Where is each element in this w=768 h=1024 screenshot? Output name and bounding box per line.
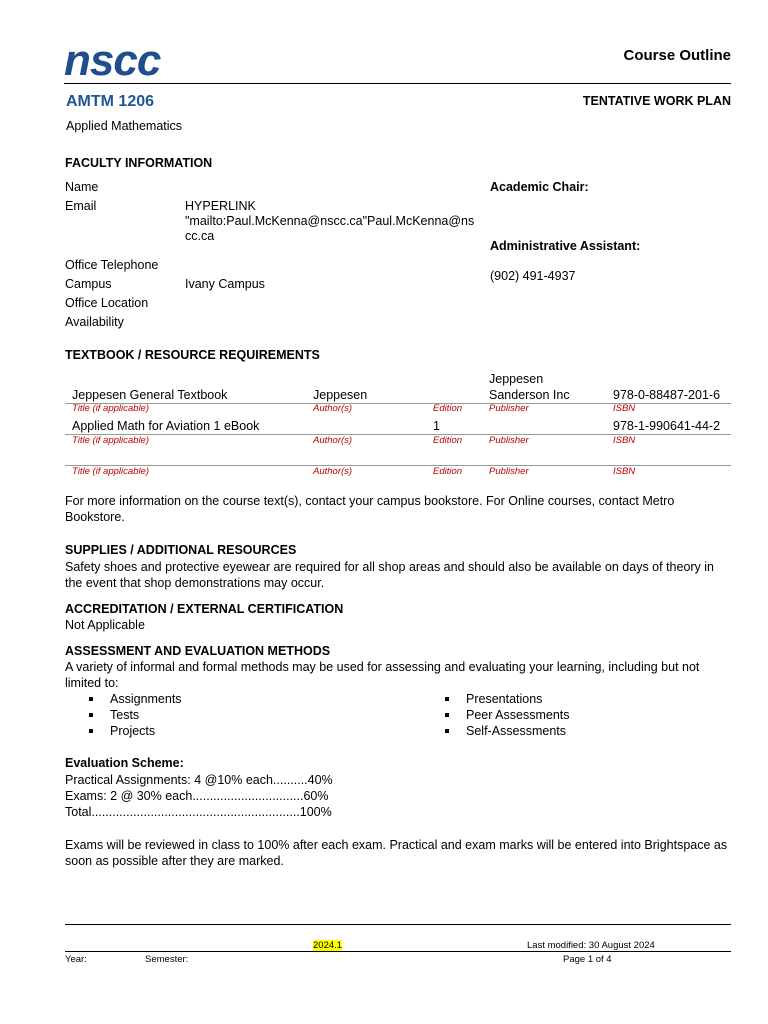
campus-label: Campus — [65, 277, 112, 291]
footer-divider — [65, 924, 731, 925]
evaluation-line-3: Total............................................................100% — [65, 805, 332, 819]
term-code — [313, 940, 342, 951]
row3-publisher-label: Publisher — [489, 466, 529, 477]
year-label: Year: — [65, 954, 87, 965]
admin-phone: (902) 491-4937 — [490, 269, 576, 283]
evaluation-heading: Evaluation Scheme: — [65, 756, 184, 770]
bullet-icon — [89, 729, 93, 733]
campus-value: Ivany Campus — [185, 277, 265, 291]
row2-isbn: 978-1-990641-44-2 — [613, 419, 721, 433]
list-item: Projects — [89, 723, 182, 739]
row1-edition-label: Edition — [433, 403, 463, 414]
assessment-intro-line-1: A variety of informal and formal methods may be used for assessing and evaluating your learning, including but not — [65, 660, 700, 674]
row1-publisher-line-2: Sanderson Inc — [489, 388, 570, 402]
row3-edition-label: Edition — [433, 466, 463, 477]
header-divider — [64, 83, 731, 84]
exam-review-line-2: soon as possible after they are marked. — [65, 854, 284, 868]
supplies-line-1: Safety shoes and protective eyewear are required for all shop areas and should also be available on days of theory in — [65, 560, 715, 574]
assessment-methods-right — [445, 691, 570, 739]
row1-author-label: Author(s) — [313, 403, 353, 414]
email-label: Email — [65, 199, 97, 213]
bullet-icon — [89, 713, 93, 717]
list-item: Self-Assessments — [445, 723, 570, 739]
row2-publisher-label: Publisher — [489, 435, 529, 446]
academic-chair-label: Academic Chair: — [490, 180, 589, 194]
email-value[interactable] — [185, 199, 474, 244]
name-label: Name — [65, 180, 99, 194]
row2-title-label: Title (if applicable) — [72, 435, 150, 446]
row3-author-label: Author(s) — [313, 466, 353, 477]
assessment-methods-left — [89, 691, 182, 739]
evaluation-line-1: Practical Assignments: 4 @10% each..........40% — [65, 773, 333, 787]
list-item: Assignments — [89, 691, 182, 707]
evaluation-scheme — [65, 772, 333, 820]
row2-author-label: Author(s) — [313, 435, 353, 446]
email-line-3: cc.ca — [185, 229, 215, 243]
office-telephone-label: Office Telephone — [65, 258, 159, 272]
assessment-intro-line-2: limited to: — [65, 676, 119, 690]
list-item: Peer Assessments — [445, 707, 570, 723]
list-item: Presentations — [445, 691, 570, 707]
bookstore-note — [65, 493, 731, 525]
row3-isbn-label: ISBN — [613, 466, 636, 477]
row1-publisher-line-1: Jeppesen — [489, 372, 544, 386]
supplies-text — [65, 559, 731, 591]
availability-label: Availability — [65, 315, 124, 329]
bullet-icon — [445, 713, 449, 717]
assessment-heading: ASSESSMENT AND EVALUATION METHODS — [65, 644, 331, 658]
bookstore-note-line-1: For more information on the course text(s), contact your campus bookstore. For Online courses, contact Metro — [65, 494, 675, 508]
row1-author: Jeppesen — [313, 388, 368, 402]
accreditation-heading: ACCREDITATION / EXTERNAL CERTIFICATION — [65, 602, 344, 616]
course-code: AMTM 1206 — [66, 93, 155, 110]
row2-edition-label: Edition — [433, 435, 463, 446]
row1-isbn: 978-0-88487-201-6 — [613, 388, 721, 402]
row2-edition: 1 — [433, 419, 440, 433]
bookstore-note-line-2: Bookstore. — [65, 510, 125, 524]
nscc-logo — [64, 42, 204, 82]
bullet-icon — [445, 697, 449, 701]
email-line-1: HYPERLINK — [185, 199, 256, 213]
row1-isbn-label: ISBN — [613, 403, 636, 414]
footer-divider-2 — [65, 951, 731, 952]
email-line-2: "mailto:Paul.McKenna@nscc.ca"Paul.McKenna@ns — [185, 214, 475, 228]
term-code-text: 2024.1 — [313, 940, 343, 951]
exam-review-note — [65, 837, 731, 869]
assessment-intro — [65, 659, 731, 691]
page-title: Course Outline — [623, 47, 731, 64]
list-item: Tests — [89, 707, 182, 723]
page-number: Page 1 of 4 — [563, 954, 612, 965]
row3-title-label: Title (if applicable) — [72, 466, 150, 477]
row1-publisher-label: Publisher — [489, 403, 529, 414]
admin-assistant-label: Administrative Assistant: — [490, 239, 641, 253]
textbook-heading: TEXTBOOK / RESOURCE REQUIREMENTS — [65, 348, 320, 362]
exam-review-line-1: Exams will be reviewed in class to 100% after each exam. Practical and exam marks will be entered into Brightspace as — [65, 838, 728, 852]
supplies-line-2: the event that shop demonstrations may occur. — [65, 576, 325, 590]
faculty-heading: FACULTY INFORMATION — [65, 156, 213, 170]
bullet-icon — [89, 697, 93, 701]
last-modified: Last modified: 30 August 2024 — [527, 940, 655, 951]
supplies-heading: SUPPLIES / ADDITIONAL RESOURCES — [65, 543, 297, 557]
row2-title: Applied Math for Aviation 1 eBook — [72, 419, 260, 433]
semester-label: Semester: — [145, 954, 189, 965]
row2-isbn-label: ISBN — [613, 435, 636, 446]
logo-text: nscc — [64, 42, 161, 82]
accreditation-text: Not Applicable — [65, 618, 145, 632]
row1-title-label: Title (if applicable) — [72, 403, 150, 414]
course-name: Applied Mathematics — [66, 119, 183, 133]
office-location-label: Office Location — [65, 296, 149, 310]
evaluation-line-2: Exams: 2 @ 30% each................................60% — [65, 789, 329, 803]
bullet-icon — [445, 729, 449, 733]
work-plan-label: TENTATIVE WORK PLAN — [582, 94, 731, 108]
row1-title: Jeppesen General Textbook — [72, 388, 228, 402]
